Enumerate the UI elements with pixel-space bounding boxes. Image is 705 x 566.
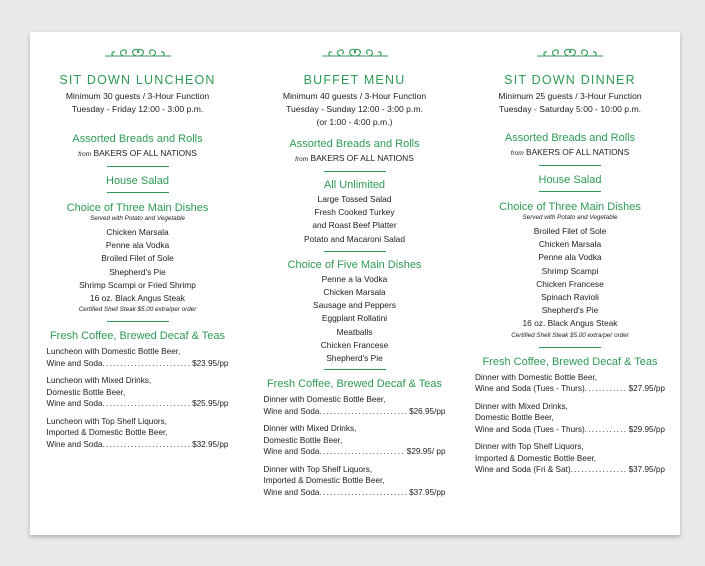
- price-item: Dinner with Mixed Drinks, Domestic Bottle Beer, Wine and Soda (Tues - Thurs) . . . $29.95/pp: [475, 401, 665, 436]
- mains-heading: Choice of Five Main Dishes: [287, 258, 422, 271]
- unlimited-heading: All Unlimited: [323, 179, 386, 191]
- breads-heading: Assorted Breads and Rolls: [289, 138, 420, 150]
- salad-heading: House Salad: [538, 174, 602, 186]
- list-item: Meatballs: [336, 326, 373, 337]
- menu-sheet: [30, 32, 680, 535]
- coffee-heading: Fresh Coffee, Brewed Decaf & Teas: [482, 355, 658, 368]
- list-item: 16 oz. Black Angus Steak: [90, 293, 185, 304]
- list-item: Sausage and Peppers: [313, 300, 396, 311]
- price-item: Dinner with Top Shelf Liquors, Imported & Domestic Bottle Beer, Wine and Soda . . . $37.95/pp: [264, 464, 446, 499]
- breads-vendor: from BAKERS OF ALL NATIONS: [510, 147, 630, 157]
- divider: [539, 165, 601, 166]
- divider: [324, 369, 386, 370]
- menu-info: Minimum 25 guests / 3-Hour Function Tuesday - Saturday 5:00 - 10:00 p.m.: [498, 91, 642, 114]
- list-item: Shepherd's Pie: [109, 266, 166, 277]
- mains-list: [30, 226, 245, 305]
- breads-vendor: from BAKERS OF ALL NATIONS: [295, 153, 414, 163]
- list-item: Chicken Marsala: [538, 239, 602, 250]
- column-sit-down-dinner: [465, 46, 675, 482]
- list-item: Fresh Cooked Turkey: [314, 207, 395, 218]
- price-value: $23.95/pp: [192, 358, 229, 368]
- mains-list: [465, 225, 675, 331]
- coffee-heading: Fresh Coffee, Brewed Decaf & Teas: [266, 378, 443, 391]
- list-item: Shrimp Scampi: [541, 265, 599, 276]
- scroll-ornament-icon: [103, 46, 173, 60]
- price-value: $37.95/pp: [409, 487, 446, 497]
- divider: [539, 347, 601, 348]
- list-item: Broiled Filet of Sole: [101, 253, 174, 264]
- mains-list: [252, 273, 457, 365]
- list-item: Chicken Francese: [536, 278, 604, 289]
- mains-heading: Choice of Three Main Dishes: [499, 201, 641, 213]
- salad-heading: House Salad: [106, 175, 169, 187]
- list-item: Penne a la Vodka: [321, 273, 388, 284]
- price-value: $25.95/pp: [192, 399, 229, 409]
- breads-heading: Assorted Breads and Rolls: [504, 132, 636, 144]
- scroll-ornament-icon: [320, 46, 390, 60]
- divider: [539, 191, 601, 192]
- list-item: and Roast Beef Platter: [312, 220, 397, 231]
- breads-heading: Assorted Breads and Rolls: [72, 133, 203, 145]
- coffee-heading: Fresh Coffee, Brewed Decaf & Teas: [49, 330, 226, 343]
- list-item: Potato and Macaroni Salad: [303, 233, 406, 244]
- list-item: Large Tossed Salad: [317, 194, 392, 204]
- steak-footnote: Certified Shell Steak $5.00 extra/per order: [78, 306, 197, 314]
- mains-heading: Choice of Three Main Dishes: [66, 202, 209, 214]
- list-item: Spinach Ravioli: [541, 292, 599, 303]
- menu-info: Minimum 40 guests / 3-Hour Function Tuesday - Sunday 12:00 - 3:00 p.m. (or 1:00 - 4:00 p.m.): [282, 91, 427, 127]
- list-item: Chicken Marsala: [106, 227, 169, 237]
- price-value: $37.95/pp: [628, 465, 665, 475]
- price-value: $26.95/pp: [409, 406, 446, 416]
- menu-title: BUFFET MENU: [303, 73, 406, 87]
- price-item: Luncheon with Domestic Bottle Beer, Wine and Soda . . . $23.95/pp: [47, 346, 229, 369]
- list-item: 16 oz. Black Angus Steak: [522, 318, 618, 329]
- list-item: Chicken Francese: [320, 339, 389, 350]
- mains-note: Served with Potato and Vegetable: [522, 214, 618, 221]
- price-list: [264, 394, 446, 498]
- column-sit-down-luncheon: [30, 46, 245, 456]
- divider: [107, 321, 169, 322]
- scroll-ornament-icon: [535, 46, 605, 60]
- price-item: Luncheon with Top Shelf Liquors, Imported & Domestic Bottle Beer, Wine and Soda . . . $32.95/pp: [47, 416, 229, 451]
- column-buffet-menu: [252, 46, 457, 504]
- price-list: [475, 372, 665, 476]
- price-item: Dinner with Mixed Drinks, Domestic Bottle Beer, Wine and Soda . . . $29.95/ pp: [264, 423, 446, 458]
- divider: [107, 192, 169, 193]
- list-item: Eggplant Rollatini: [321, 313, 388, 324]
- list-item: Chicken Marsala: [323, 287, 386, 298]
- menu-title: SIT DOWN DINNER: [504, 73, 636, 87]
- price-list: [47, 346, 229, 450]
- divider: [324, 171, 386, 172]
- price-item: Dinner with Domestic Bottle Beer, Wine and Soda (Tues - Thurs) . . . $27.95/pp: [475, 372, 665, 395]
- list-item: Shepherd's Pie: [326, 353, 383, 364]
- price-value: $32.95/pp: [192, 439, 229, 449]
- list-item: Penne ala Vodka: [105, 240, 170, 251]
- menu-info: Minimum 30 guests / 3-Hour Function Tuesday - Friday 12:00 - 3:00 p.m.: [65, 91, 210, 114]
- price-value: $27.95/pp: [628, 384, 665, 394]
- list-item: Shepherd's Pie: [541, 305, 599, 316]
- price-value: $29.95/pp: [628, 424, 665, 434]
- steak-footnote: Certified Shell Steak $5.00 extra/per order: [511, 331, 629, 339]
- menu-title: SIT DOWN LUNCHEON: [59, 73, 216, 87]
- price-item: Dinner with Domestic Bottle Beer, Wine and Soda . . . $26.95/pp: [264, 394, 446, 417]
- unlimited-list: [252, 193, 457, 246]
- mains-note: Served with Potato and Vegetable: [90, 215, 185, 222]
- breads-vendor: from BAKERS OF ALL NATIONS: [78, 148, 197, 158]
- price-item: Luncheon with Mixed Drinks, Domestic Bottle Beer, Wine and Soda . . . $25.95/pp: [47, 375, 229, 410]
- price-value: $29.95/ pp: [406, 447, 446, 457]
- divider: [324, 251, 386, 252]
- list-item: Penne ala Vodka: [538, 252, 602, 263]
- divider: [107, 166, 169, 167]
- price-item: Dinner with Top Shelf Liquors, Imported & Domestic Bottle Beer, Wine and Soda (Fri & Sat) . . . $37.95/pp: [475, 441, 665, 476]
- list-item: Shrimp Scampi or Fried Shrimp: [79, 279, 196, 290]
- list-item: Broiled Filet of Sole: [533, 226, 607, 236]
